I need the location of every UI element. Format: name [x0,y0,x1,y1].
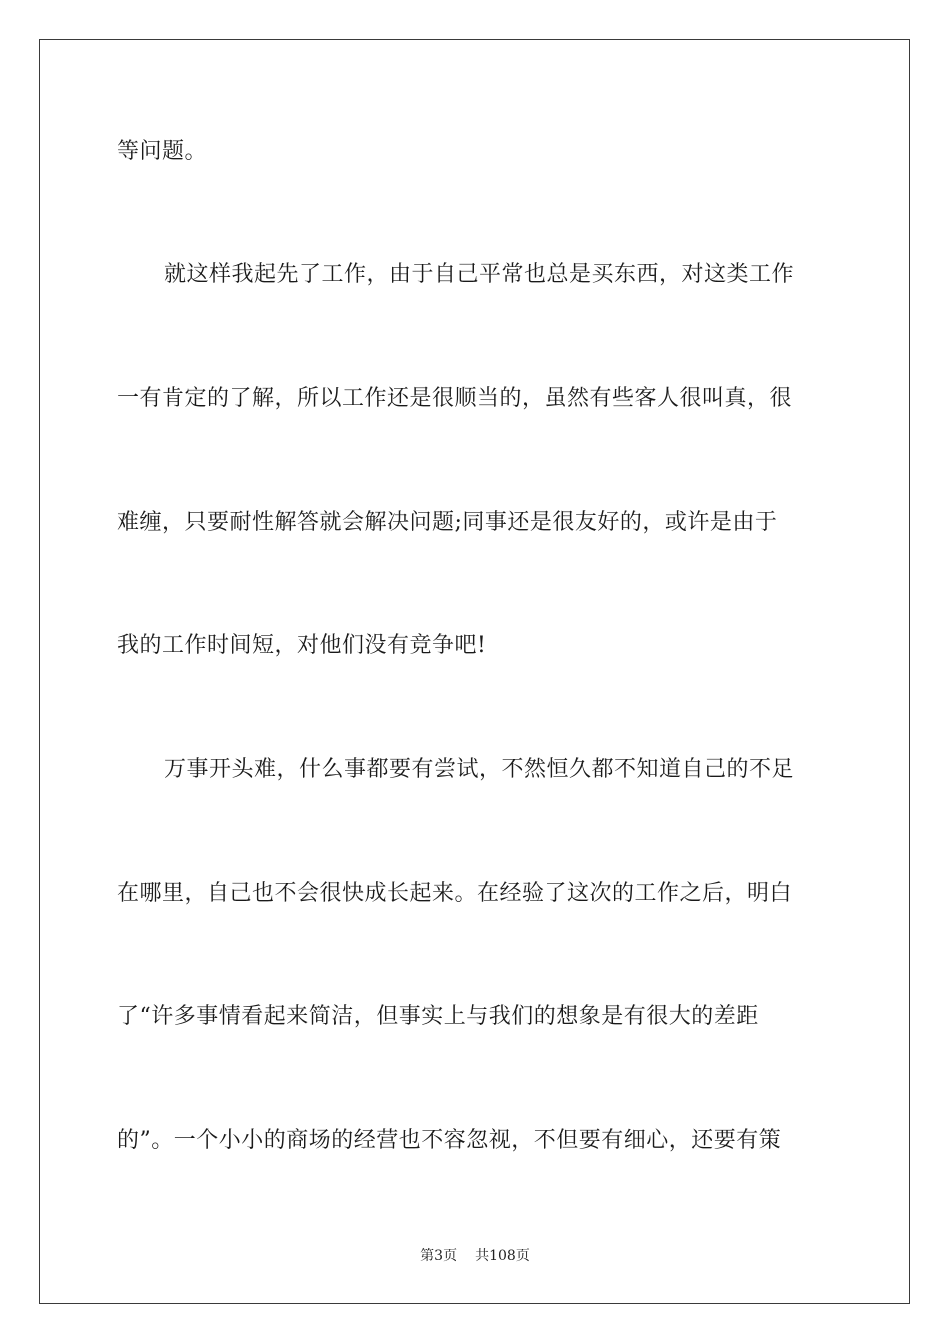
page-border [39,39,910,1304]
page-footer [0,1247,950,1265]
paragraph-line: 就这样我起先了工作，由于自己平常也总是买东西，对这类工作 [164,262,795,287]
paragraph-line: 了“许多事情看起来简洁，但事实上与我们的想象是有很大的差距 [117,1004,759,1029]
total-pages: 共108页 [475,1248,530,1264]
page-number: 第3页 [420,1248,458,1264]
paragraph-line: 我的工作时间短，对他们没有竞争吧! [117,633,487,658]
paragraph-line: 一有肯定的了解，所以工作还是很顺当的，虽然有些客人很叫真，很 [117,386,793,411]
paragraph-line: 等问题。 [117,139,208,164]
paragraph-line: 在哪里，自己也不会很快成长起来。在经验了这次的工作之后，明白 [117,881,793,906]
paragraph-line: 难缠，只要耐性解答就会解决问题;同事还是很友好的，或许是由于 [117,510,778,535]
paragraph-line: 万事开头难，什么事都要有尝试，不然恒久都不知道自己的不足 [164,757,795,782]
paragraph-line: 的”。一个小小的商场的经营也不容忽视，不但要有细心，还要有策 [117,1128,782,1153]
